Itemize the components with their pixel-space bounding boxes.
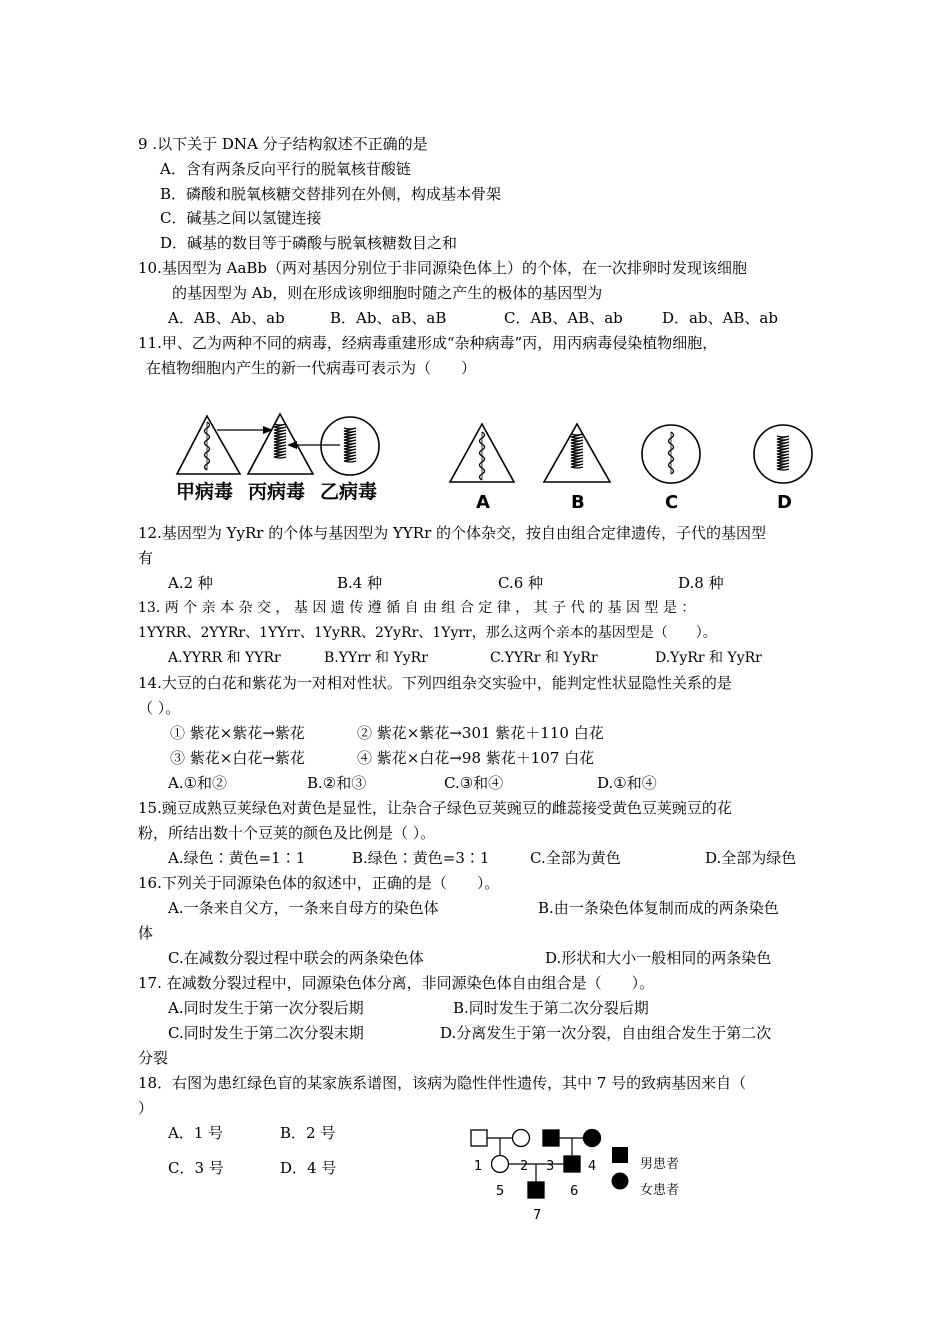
- q14-option-c: C.③和④: [444, 774, 504, 792]
- q18-option-a: A．1 号: [168, 1124, 224, 1142]
- q14-stem-line1: 14.大豆的白花和紫花为一对相对性状。下列四组杂交实验中，能判定性状显隐性关系的是: [138, 674, 732, 692]
- yi-virus-coil: [344, 428, 356, 462]
- ped-label-3: 3: [546, 1159, 555, 1174]
- q12-option-d: D.8 种: [678, 574, 724, 592]
- q15-option-a: A.绿色∶黄色=1∶1: [168, 849, 306, 867]
- q14-experiment-4: ④ 紫花×白花→98 紫花＋107 白花: [357, 749, 595, 767]
- q15-option-d: D.全部为绿色: [705, 849, 797, 867]
- q17-option-d-wrap: 分裂: [138, 1049, 169, 1067]
- q12-stem-line2: 有: [138, 549, 154, 567]
- ped-label-5: 5: [496, 1184, 505, 1199]
- option-d-coil: [777, 436, 789, 470]
- q15-option-c: C.全部为黄色: [530, 849, 621, 867]
- q13-option-b: B.YYrr 和 YyRr: [324, 650, 428, 666]
- virus-figure: [170, 408, 820, 513]
- q17-option-c: C.同时发生于第二次分裂末期: [168, 1024, 364, 1042]
- q17-option-d: D.分离发生于第一次分裂，自由组合发生于第二次: [440, 1024, 772, 1042]
- ped-individual-1-male: [471, 1130, 487, 1146]
- option-b-coil: [571, 434, 583, 468]
- fig-option-c-label: C: [665, 492, 679, 513]
- q14-experiment-1: ① 紫花×紫花→紫花: [170, 724, 305, 742]
- fig-label-yi: 乙病毒: [320, 481, 378, 503]
- option-a-coil: [480, 432, 485, 480]
- q13-stem-line2: 1YYRR、2YYRr、1YYrr、1YyRR、2YyRr、1Yyrr，那么这两个亲本的基因型是（ ）。: [138, 625, 717, 641]
- q16-option-d: D.形状和大小一般相同的两条染色: [545, 949, 772, 967]
- option-d-circle: [754, 425, 812, 483]
- q14-option-b: B.②和③: [307, 774, 367, 792]
- arrow-yi-to-bing-head: [287, 441, 297, 449]
- q12-stem-line1: 12.基因型为 YyRr 的个体与基因型为 YYRr 的个体杂交，按自由组合定律遗传，子代的基因型: [138, 524, 767, 542]
- q9-option-d: D．碱基的数目等于磷酸与脱氧核糖数目之和: [160, 234, 458, 252]
- ped-label-4: 4: [588, 1159, 597, 1174]
- fig-label-bing: 丙病毒: [248, 481, 306, 503]
- fig-label-jia: 甲病毒: [176, 481, 234, 503]
- q14-option-d: D.①和④: [597, 774, 657, 792]
- ped-individual-2-female: [513, 1130, 530, 1147]
- q17-option-a: A.同时发生于第一次分裂后期: [168, 999, 364, 1017]
- q14-stem-line2: （ ）。: [138, 699, 181, 717]
- ped-label-1: 1: [474, 1159, 483, 1174]
- q10-option-a: A．AB、Ab、ab: [168, 309, 285, 327]
- q17-option-b: B.同时发生于第二次分裂后期: [453, 999, 649, 1017]
- q10-stem-line2: 的基因型为 Ab，则在形成该卵细胞时随之产生的极体的基因型为: [172, 284, 603, 302]
- q18-option-d: D．4 号: [280, 1159, 337, 1177]
- bing-virus-coil: [274, 424, 286, 458]
- q17-stem: 17. 在减数分裂过程中，同源染色体分离，非同源染色体自由组合是（ ）。: [138, 974, 655, 992]
- q10-option-d: D．ab、AB、ab: [662, 309, 778, 327]
- ped-legend-male-symbol: [612, 1147, 628, 1163]
- q18-option-c: C．3 号: [168, 1159, 224, 1177]
- ped-legend-female-label: 女患者: [640, 1183, 680, 1198]
- q14-option-a: A.①和②: [168, 774, 228, 792]
- option-c-coil: [669, 432, 674, 474]
- fig-option-b-label: B: [571, 492, 585, 513]
- ped-individual-7-male-affected: [528, 1182, 544, 1198]
- q9-stem: 9 .以下关于 DNA 分子结构叙述不正确的是: [138, 135, 428, 153]
- q16-option-a: A.一条来自父方，一条来自母方的染色体: [168, 899, 439, 917]
- q11-stem-line2: 在植物细胞内产生的新一代病毒可表示为（ ）: [146, 359, 477, 377]
- ped-label-2: 2: [520, 1159, 529, 1174]
- q12-option-a: A.2 种: [168, 574, 213, 592]
- q14-experiment-2: ② 紫花×紫花→301 紫花＋110 白花: [357, 724, 604, 742]
- q10-option-b: B．Ab、aB、aB: [330, 309, 447, 327]
- fig-option-d-label: D: [777, 492, 792, 513]
- q16-option-b-wrap: 体: [138, 924, 154, 942]
- q16-option-b: B.由一条染色体复制而成的两条染色: [538, 899, 779, 917]
- q10-option-c: C．AB、AB、ab: [504, 309, 623, 327]
- q12-option-b: B.4 种: [337, 574, 383, 592]
- jia-virus-triangle: [177, 416, 240, 474]
- jia-virus-coil: [205, 422, 210, 470]
- q11-stem-line1: 11.甲、乙为两种不同的病毒，经病毒重建形成“杂种病毒”丙，用丙病毒侵染植物细胞，: [138, 334, 718, 352]
- q12-option-c: C.6 种: [498, 574, 544, 592]
- ped-individual-5-female: [492, 1156, 509, 1173]
- q16-option-c: C.在减数分裂过程中联会的两条染色体: [168, 949, 424, 967]
- q14-experiment-3: ③ 紫花×白花→紫花: [170, 749, 305, 767]
- q9-option-a: A．含有两条反向平行的脱氧核苷酸链: [160, 160, 411, 178]
- q13-option-c: C.YYRr 和 YyRr: [490, 650, 598, 666]
- ped-individual-6-male-affected: [564, 1156, 580, 1172]
- yi-virus-circle: [321, 417, 379, 475]
- q18-stem-line1: 18．右图为患红绿色盲的某家族系谱图，该病为隐性伴性遗传，其中 7 号的致病基因来自（: [138, 1074, 747, 1092]
- ped-label-6: 6: [570, 1184, 579, 1199]
- ped-legend-female-symbol: [612, 1173, 629, 1190]
- q9-option-c: C．碱基之间以氢键连接: [160, 209, 322, 227]
- ped-label-7: 7: [533, 1208, 542, 1223]
- q15-stem-line2: 粉，所结出数十个豆荚的颜色及比例是（ ）。: [138, 824, 436, 842]
- q18-stem-line2: ）: [138, 1099, 154, 1117]
- pedigree-chart: [460, 1120, 700, 1225]
- ped-legend-male-label: 男患者: [640, 1157, 680, 1172]
- ped-individual-3-male-affected: [543, 1130, 559, 1146]
- fig-option-a-label: A: [476, 492, 490, 513]
- q16-stem: 16.下列关于同源染色体的叙述中，正确的是（ ）。: [138, 874, 500, 892]
- q13-option-d: D.YyRr 和 YyRr: [655, 650, 762, 666]
- ped-individual-4-female-affected: [584, 1130, 601, 1147]
- q9-option-b: B．磷酸和脱氧核糖交替排列在外侧，构成基本骨架: [160, 185, 502, 203]
- q13-stem-line1: 13. 两 个 亲 本 杂 交 ， 基 因 遗 传 遵 循 自 由 组 合 定 律 ， 其 子 代 的 基 因 型 是 ：: [138, 600, 696, 616]
- q18-option-b: B．2 号: [280, 1124, 336, 1142]
- q15-option-b: B.绿色∶黄色=3∶1: [352, 849, 490, 867]
- q15-stem-line1: 15.豌豆成熟豆荚绿色对黄色是显性，让杂合子绿色豆荚豌豆的雌蕊接受黄色豆荚豌豆的花: [138, 799, 732, 817]
- q13-option-a: A.YYRR 和 YYRr: [168, 650, 281, 666]
- q10-stem-line1: 10.基因型为 AaBb（两对基因分别位于非同源染色体上）的个体，在一次排卵时发现该细胞: [138, 259, 748, 277]
